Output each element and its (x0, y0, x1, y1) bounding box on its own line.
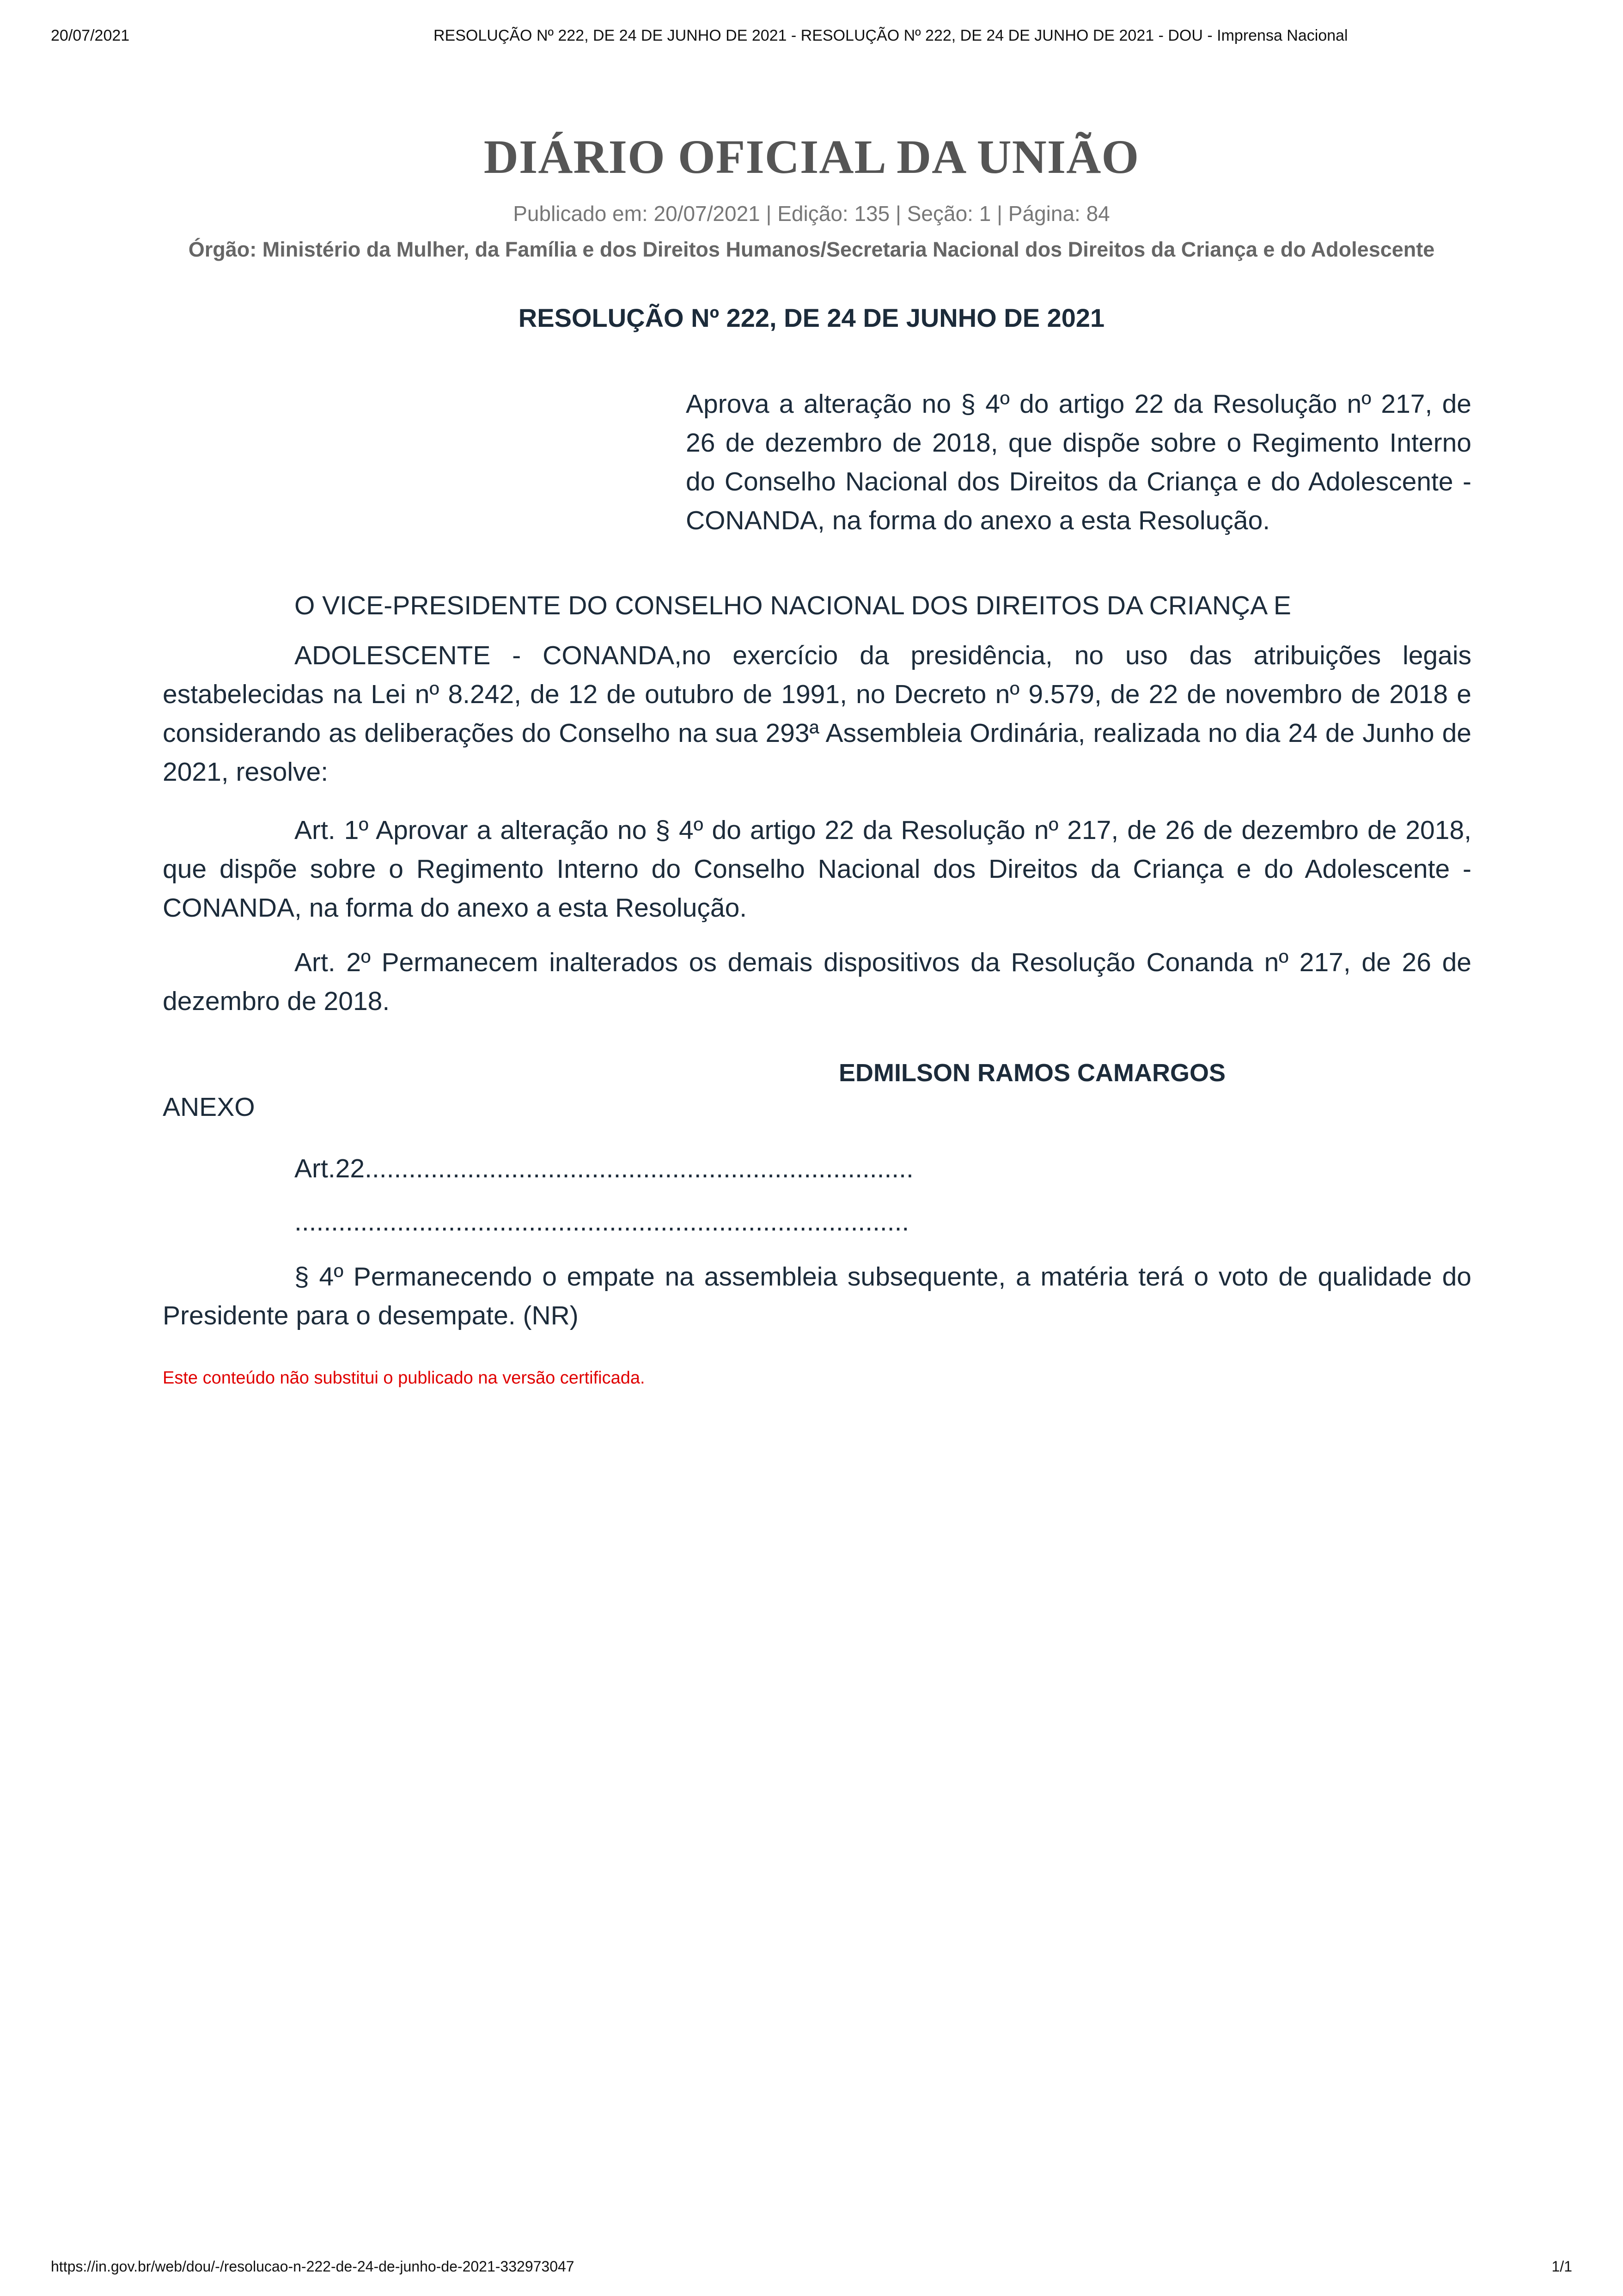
preamble-paragraph: ADOLESCENTE - CONANDA,no exercício da presidência, no uso das atribuições legais estabelecidas na Lei nº 8.242, de 12 de outubro de 1991, no Decreto nº 9.579, de 22 de novembro de 2018 e considerando as deliberações do Conselho na sua 293ª Assembleia Ordinária, realizada no dia 24 de Junho de 2021, resolve: (163, 641, 1471, 787)
annex-ellipsis: .................................................................................... (294, 1207, 909, 1237)
article-1: Art. 1º Aprovar a alteração no § 4º do artigo 22 da Resolução nº 217, de 26 de dezembro de 2018, que dispõe sobre o Regimento Interno do Conselho Nacional dos Direitos da Criança e do Adolescente - CONANDA, na forma do anexo a esta Resolução. (163, 815, 1471, 923)
annex-article-22: Art.22........................................................................... (294, 1154, 914, 1183)
article-2: Art. 2º Permanecem inalterados os demais dispositivos da Resolução Conanda nº 217, de 26 de dezembro de 2018. (163, 948, 1471, 1016)
print-date: 20/07/2021 (51, 27, 130, 44)
document-title: RESOLUÇÃO Nº 222, DE 24 DE JUNHO DE 2021 (518, 303, 1105, 332)
publication-name: DIÁRIO OFICIAL DA UNIÃO (483, 130, 1140, 184)
ementa: Aprova a alteração no § 4º do artigo 22 da Resolução nº 217, de 26 de dezembro de 2018, que dispõe sobre o Regimento Interno do Conselho Nacional dos Direitos da Criança e do Adolescente - CONANDA, na forma do anexo a esta Resolução. (686, 389, 1471, 535)
annex-paragraph-4: § 4º Permanecendo o empate na assembleia subsequente, a matéria terá o voto de qualidade do Presidente para o desempate. (NR) (163, 1262, 1471, 1330)
page-count: 1/1 (1551, 2258, 1572, 2275)
disclaimer-notice: Este conteúdo não substitui o publicado na versão certificada. (163, 1368, 645, 1388)
publication-info: Publicado em: 20/07/2021 | Edição: 135 | Seção: 1 | Página: 84 (513, 202, 1110, 226)
issuing-organ: Órgão: Ministério da Mulher, da Família e dos Direitos Humanos/Secretaria Nacional dos Direitos da Criança e do Adolescente (188, 238, 1435, 261)
signatory-name: EDMILSON RAMOS CAMARGOS (839, 1059, 1226, 1087)
preamble-line-1: O VICE-PRESIDENTE DO CONSELHO NACIONAL DOS DIREITOS DA CRIANÇA E (294, 591, 1291, 620)
print-url: https://in.gov.br/web/dou/-/resolucao-n-222-de-24-de-junho-de-2021-332973047 (51, 2258, 574, 2275)
print-page-title: RESOLUÇÃO Nº 222, DE 24 DE JUNHO DE 2021 - RESOLUÇÃO Nº 222, DE 24 DE JUNHO DE 2021 - DOU - Imprensa Nacional (433, 27, 1348, 44)
masthead (0, 125, 1623, 263)
print-header (51, 27, 1572, 50)
print-footer (51, 2258, 1572, 2281)
annex-label: ANEXO (163, 1092, 255, 1122)
